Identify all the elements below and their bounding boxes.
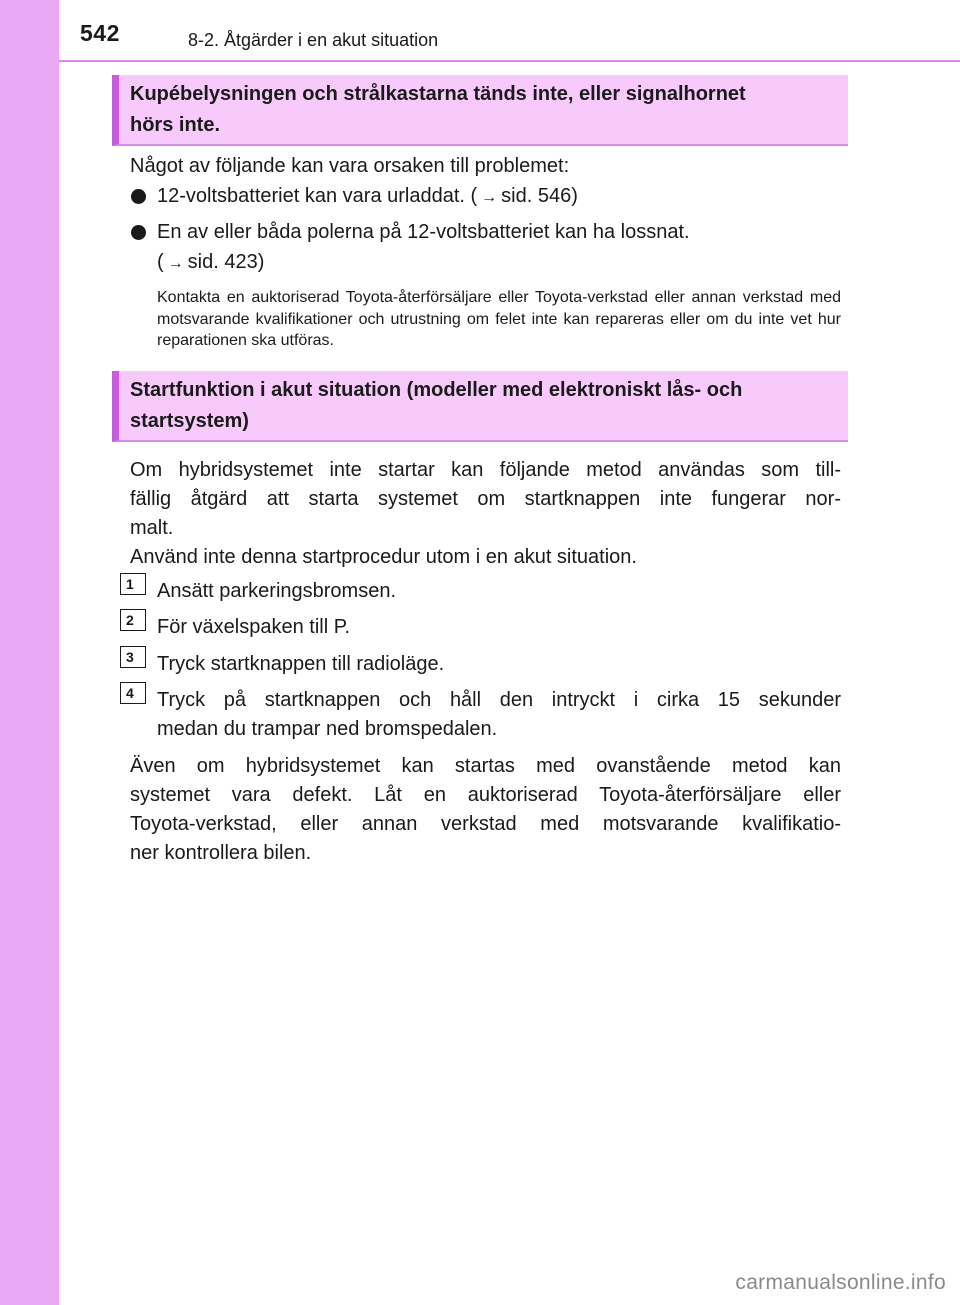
note-text: Kontakta en auktoriserad Toyota-återförsäljare eller Toyota-verkstad eller annan verkstad med motsvarande kvalifikationer och utrustning om felet inte kan repareras eller om du inte vet hur reparationen ska utföras. (157, 289, 841, 349)
step-number-badge: 3 (120, 646, 146, 668)
heading-line-2: hörs inte. (130, 114, 221, 136)
bullet-icon (131, 189, 146, 204)
paragraph-line: ner kontrollera bilen. (130, 842, 312, 864)
step-text: För växelspaken till P. (157, 616, 351, 638)
step-text: Tryck startknappen till radioläge. (157, 653, 445, 675)
arrow-right-icon: → (481, 189, 498, 206)
bullet-icon (131, 225, 146, 240)
header-divider (59, 60, 960, 62)
heading-box-emergency-start (112, 371, 848, 442)
step-number-badge: 1 (120, 573, 146, 595)
paragraph-line: Även om hybridsystemet kan startas med ovanstående metod kan (130, 755, 841, 777)
paragraph-line: Använd inte denna startprocedur utom i en akut situation. (130, 546, 637, 568)
section-title: 8-2. Åtgärder i en akut situation (188, 30, 439, 50)
bullet-item-1: 12-voltsbatteriet kan vara urladdat. ( → sid. 546) (157, 185, 578, 207)
paragraph-line: Toyota-verkstad, eller annan verkstad med motsvarande kvalifikatio- (130, 813, 841, 835)
heading-line-1: Startfunktion i akut situation (modeller med elektroniskt lås- och (130, 379, 743, 401)
paragraph-line: malt. (130, 517, 174, 539)
paragraph-line: systemet vara defekt. Låt en auktoriserad Toyota-återförsäljare eller (130, 784, 841, 806)
step-text-continued: medan du trampar ned bromspedalen. (157, 718, 498, 740)
intro-text: Något av följande kan vara orsaken till problemet: (130, 155, 570, 177)
heading-line-2: startsystem) (130, 410, 249, 432)
step-number-badge: 4 (120, 682, 146, 704)
heading-box-lights-horn (112, 75, 848, 146)
step-text: Tryck på startknappen och håll den intryckt i cirka 15 sekunder (157, 689, 841, 711)
bullet-item-2-ref: ( → sid. 423) (157, 251, 265, 273)
step-text: Ansätt parkeringsbromsen. (157, 580, 397, 602)
step-number-badge: 2 (120, 609, 146, 631)
side-tab-bar (0, 0, 59, 1305)
arrow-right-icon: → (167, 255, 184, 272)
watermark-text: carmanualsonline.info (735, 1271, 946, 1294)
heading-line-1: Kupébelysningen och strålkastarna tänds inte, eller signalhornet (130, 83, 746, 105)
page-number: 542 (80, 20, 120, 46)
paragraph-line: Om hybridsystemet inte startar kan följande metod användas som till- (130, 459, 841, 481)
paragraph-line: fällig åtgärd att starta systemet om startknappen inte fungerar nor- (130, 488, 841, 510)
bullet-item-2: En av eller båda polerna på 12-voltsbatteriet kan ha lossnat. (157, 221, 690, 243)
